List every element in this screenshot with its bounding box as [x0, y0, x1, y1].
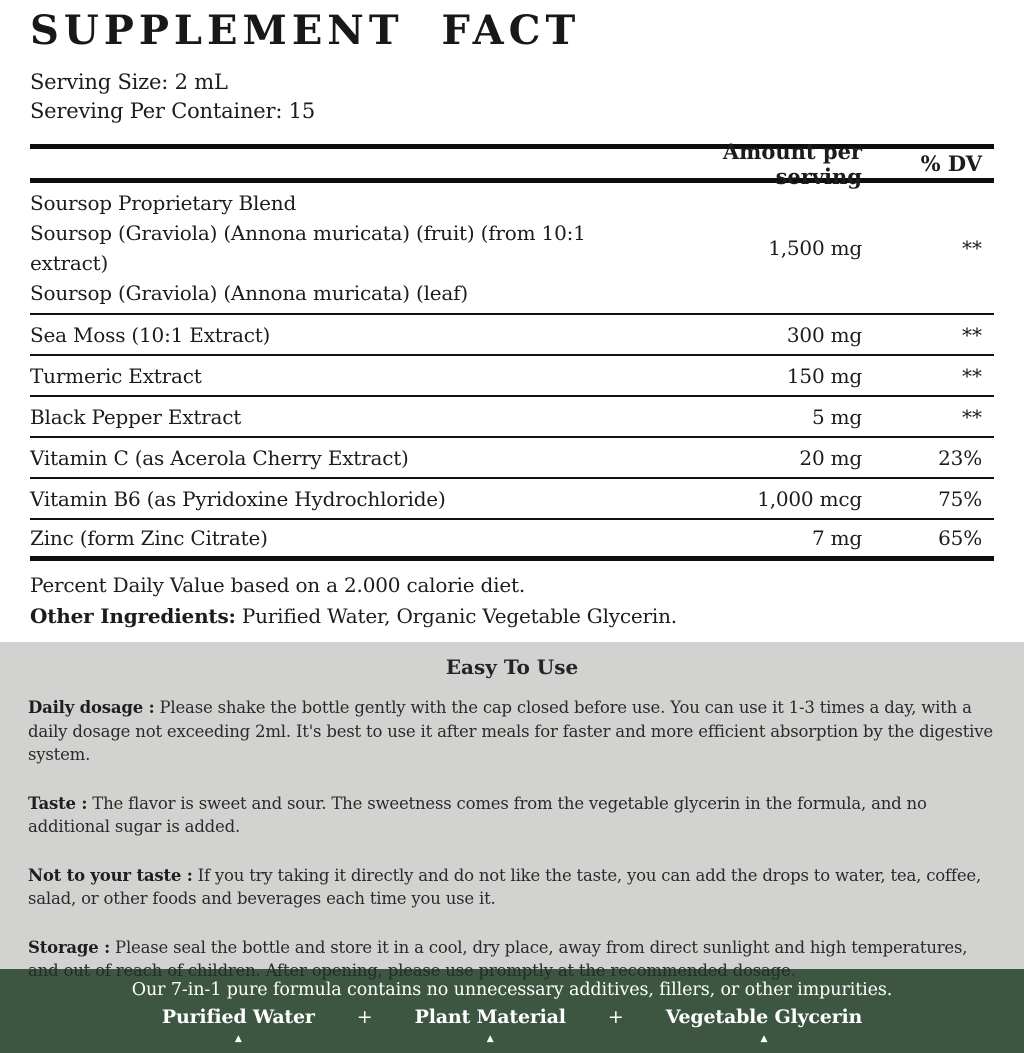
ingredient-dv: 23%	[938, 445, 982, 470]
facts-table	[30, 138, 994, 561]
usage-paragraph: Taste : The flavor is sweet and sour. The sweetness comes from the vegetable glycerin in the formula, and no additional sugar is added.	[28, 793, 927, 836]
usage-paragraph-label: Taste :	[28, 793, 88, 813]
usage-section	[0, 642, 1024, 980]
table-row	[30, 397, 994, 438]
usage-paragraph-label: Storage :	[28, 937, 110, 957]
table-row	[30, 183, 994, 315]
ingredient-dv: **	[962, 236, 982, 260]
triangle-up-icon: ▲	[760, 1034, 768, 1044]
ingredient-dv: 65%	[938, 526, 982, 550]
ingredient-name: Vitamin B6 (as Pyridoxine Hydrochloride)	[30, 486, 446, 511]
column-header-amount: Amount per serving	[722, 138, 862, 189]
label-header	[0, 0, 1024, 126]
serving-size: Serving Size: 2 mL	[30, 70, 228, 94]
usage-heading: Easy To Use	[445, 655, 579, 679]
footer-items	[0, 1005, 1024, 1044]
page-title: SUPPLEMENT FACT	[30, 7, 581, 54]
other-ingredients-label: Other Ingredients:	[30, 604, 236, 628]
ingredient-amount: 1,000 mcg	[757, 486, 862, 511]
footer-item-label: Plant Material	[414, 1006, 566, 1028]
ingredient-name: Sea Moss (10:1 Extract)	[30, 322, 271, 347]
daily-value-footnote: Percent Daily Value based on a 2.000 calorie diet.	[30, 573, 525, 597]
table-row	[30, 356, 994, 397]
footer-item	[162, 1005, 315, 1044]
ingredient-amount: 5 mg	[811, 404, 862, 429]
table-row	[30, 479, 994, 520]
usage-paragraph: Daily dosage : Please shake the bottle gently with the cap closed before use. You can use it 1-3 times a day, with a daily dosage not exceeding 2ml. It's best to use it after meals for faster and more efficient absorption by the digestive system.	[28, 698, 993, 764]
usage-paragraph-label: Not to your taste :	[28, 865, 193, 885]
usage-paragraph: Storage : Please seal the bottle and store it in a cool, dry place, away from direct sunlight and high temperatures, and out of reach of children. After opening, please use promptly at the recommended dosage.	[28, 937, 968, 980]
footer-item-label: Purified Water	[161, 1006, 315, 1028]
ingredient-name: Vitamin C (as Acerola Cherry Extract)	[30, 445, 409, 470]
ingredient-dv: **	[962, 363, 982, 388]
ingredient-amount: 150 mg	[786, 363, 862, 388]
ingredient-name: Black Pepper Extract	[30, 404, 242, 429]
usage-paragraph: Not to your taste : If you try taking it directly and do not like the taste, you can add the drops to water, tea, coffee, salad, or other foods and beverages each time you use it.	[28, 865, 981, 908]
serving-info	[30, 68, 994, 126]
plus-separator: +	[356, 1006, 373, 1028]
ingredient-name: Zinc (form Zinc Citrate)	[30, 526, 268, 550]
ingredient-dv: **	[962, 404, 982, 429]
ingredient-name: Turmeric Extract	[30, 363, 202, 388]
triangle-up-icon: ▲	[486, 1034, 494, 1044]
ingredient-amount: 7 mg	[811, 526, 862, 550]
table-row	[30, 520, 994, 561]
triangle-up-icon: ▲	[234, 1034, 242, 1044]
ingredient-amount: 300 mg	[786, 322, 862, 347]
other-ingredients-text: Purified Water, Organic Vegetable Glycerin.	[235, 604, 677, 628]
ingredient-dv: **	[962, 322, 982, 347]
table-row	[30, 315, 994, 356]
plus-separator: +	[607, 1006, 624, 1028]
table-header-row	[30, 138, 994, 189]
footer-item	[666, 1005, 862, 1044]
ingredient-amount: 20 mg	[799, 445, 862, 470]
footer-item-label: Vegetable Glycerin	[665, 1006, 863, 1028]
ingredient-dv: 75%	[938, 486, 982, 511]
ingredient-amount: 1,500 mg	[768, 236, 862, 260]
other-ingredients	[30, 604, 994, 628]
ingredient-name: Soursop Proprietary Blend Soursop (Graviola) (Annona muricata) (fruit) (from 10:1 extract) Soursop (Graviola) (Annona muricata) (leaf)	[30, 191, 586, 305]
usage-paragraph-label: Daily dosage :	[28, 698, 155, 717]
table-row	[30, 438, 994, 479]
footer-item	[415, 1005, 566, 1044]
column-header-dv: % DV	[920, 151, 982, 176]
footer-banner	[0, 969, 1024, 1053]
servings-per-container: Sereving Per Container: 15	[30, 99, 316, 123]
footer-tagline: Our 7-in-1 pure formula contains no unnecessary additives, fillers, or other impurities.	[131, 980, 893, 1000]
